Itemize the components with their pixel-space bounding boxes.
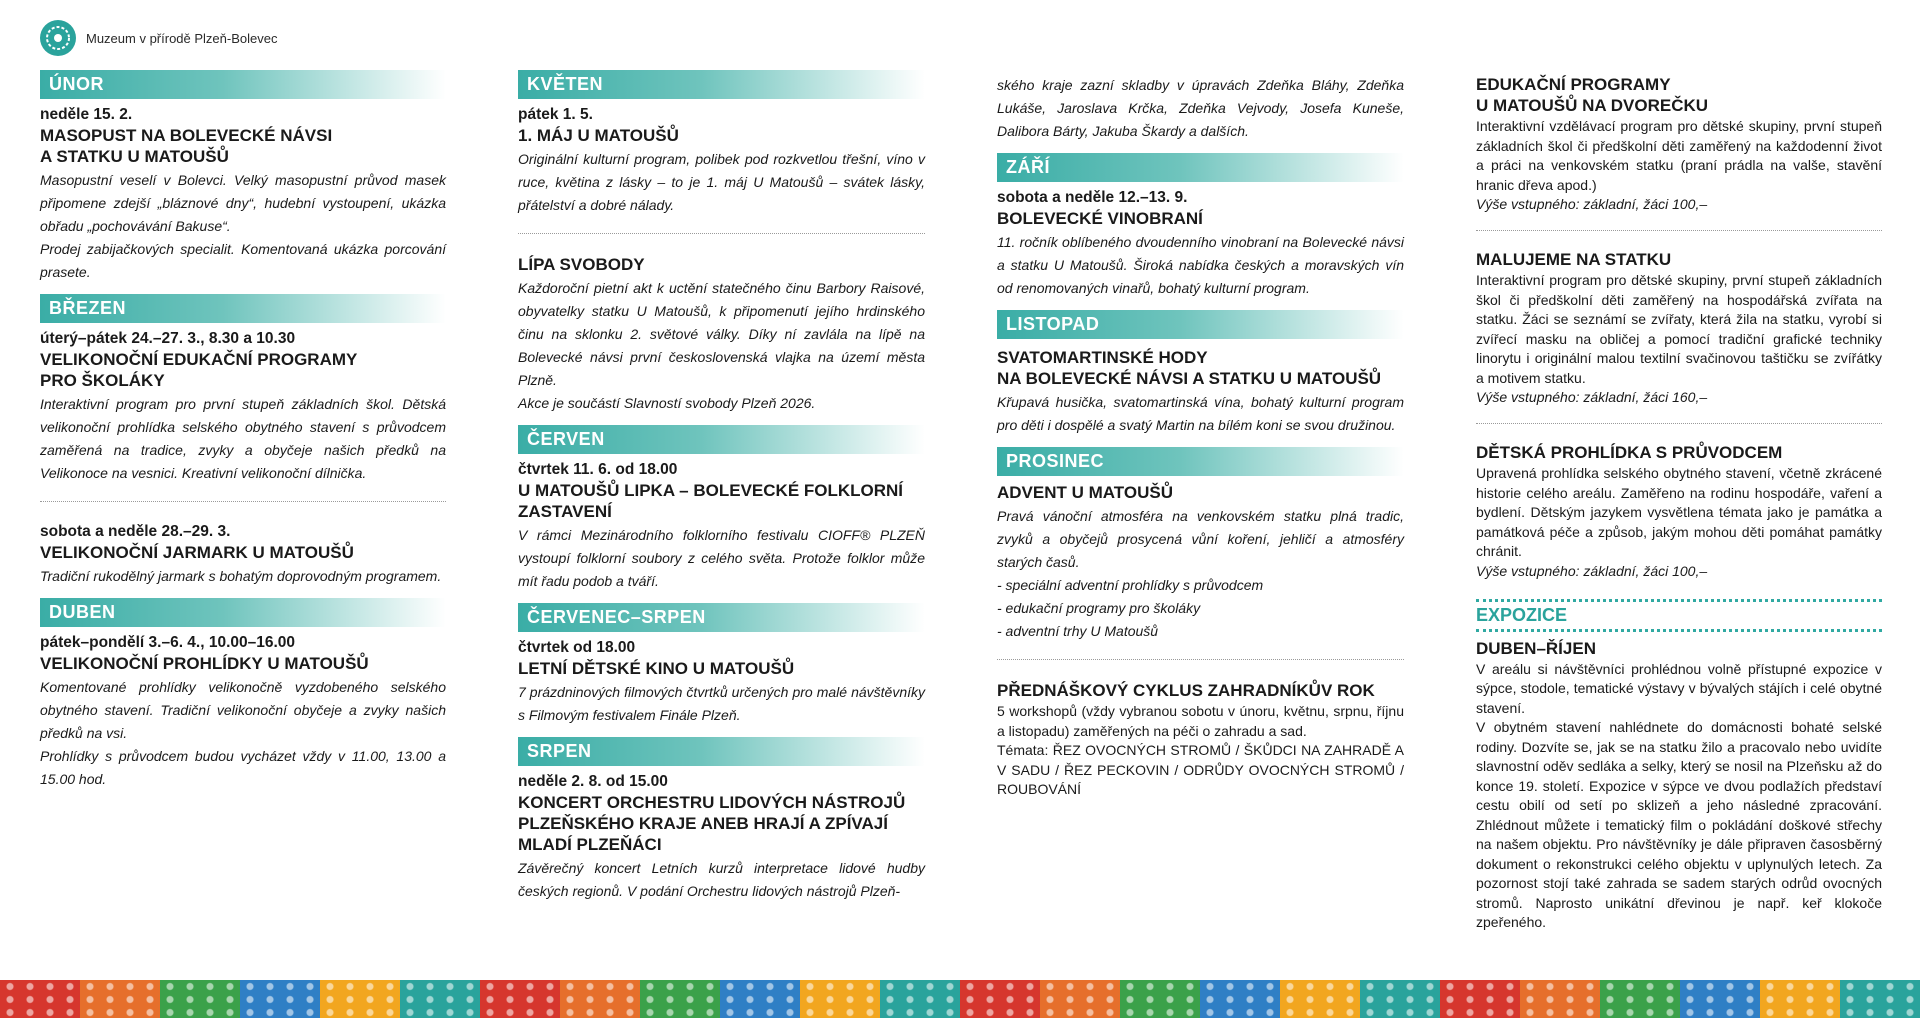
program-title: U MATOUŠŮ NA DVOREČKU: [1476, 96, 1709, 115]
event-date: pátek–pondělí 3.–6. 4., 10.00–16.00: [40, 634, 296, 651]
event-title: VELIKONOČNÍ PROHLÍDKY U MATOUŠŮ: [40, 654, 369, 673]
month-heading: ČERVENEC–SRPEN: [518, 603, 925, 632]
desc-text: Masopustní veselí v Bolevci. Velký masopustní průvod masek připomene zdejší „bláznové dny“, hudební vystoupení, ukázka obřadu „pochovávání Bakuse“.: [40, 172, 446, 234]
event-description: [40, 169, 446, 284]
program-price: Výše vstupného: základní, žáci 100,–: [1476, 562, 1708, 579]
desc-text: Prohlídky s průvodcem budou vycházet vždy v 11.00, 13.00 a 15.00 hod.: [40, 748, 446, 787]
list-item: - speciální adventní prohlídky s průvodcem: [997, 577, 1264, 593]
month-heading: ZÁŘÍ: [997, 153, 1404, 182]
desc-text: Komentované prohlídky velikonočně vyzdobeného selského obytného stavení. Tradiční velikonoční obyčeje a zvyky našich předků na vsi.: [40, 679, 446, 741]
list-item: - edukační programy pro školáky: [997, 600, 1201, 616]
event-title: ZASTAVENÍ: [518, 502, 612, 521]
column-4: [1476, 74, 1882, 933]
decorative-footer-pattern: [0, 980, 1920, 1018]
program-description: Interaktivní program pro dětské skupiny, první stupeň základních škol či předškolní děti zaměřený na hospodářská zvířata na statku. Žáci se seznámí se zvířaty, která žila na statku, vyrobí si zvířecí masku na obličej a pomocí tradiční grafické techniky linorytu i originální malou textilní svačinovou taštičku se zvířátky a motivem statku.: [1476, 272, 1882, 386]
museum-logo-icon: [38, 18, 78, 58]
desc-text: 5 workshopů (vždy vybranou sobotu v únoru, květnu, srpnu, říjnu a listopadu) zaměřených na péči o zahradu a sad.: [997, 703, 1404, 739]
event-title: KONCERT ORCHESTRU LIDOVÝCH NÁSTROJŮ: [518, 793, 906, 812]
event-description: [518, 277, 925, 415]
list-item: - adventní trhy U Matoušů: [997, 623, 1159, 639]
month-heading: ÚNOR: [40, 70, 446, 99]
event-title: BOLEVECKÉ VINOBRANÍ: [997, 209, 1203, 228]
event-title: A STATKU U MATOUŠŮ: [40, 147, 229, 166]
month-heading: PROSINEC: [997, 447, 1404, 476]
program-description: Interaktivní vzdělávací program pro dětské skupiny, první stupeň základních škol či předškolní děti zaměřený na každodenní život a práci na venkovském statku (praní prádla na valše, stavění hranic dřeva apod.): [1476, 118, 1882, 193]
event-title: VELIKONOČNÍ EDUKAČNÍ PROGRAMY: [40, 350, 358, 369]
event-description: Tradiční rukodělný jarmark s bohatým doprovodným programem.: [40, 568, 442, 584]
desc-text: Každoroční pietní akt k uctění statečného činu Barbory Raisové, obyvatelky statku U Matoušů, k připomenutí jejího hrdinského činu na sklonku 2. světové války. Díky ní zavlála na lípě na Bolevecké návsi první československá vlajka na území města Plzně.: [518, 280, 925, 388]
event-title: PRO ŠKOLÁKY: [40, 371, 165, 390]
program-title: EDUKAČNÍ PROGRAMY: [1476, 75, 1671, 94]
column-1: [40, 70, 446, 797]
event-title: MLADÍ PLZEŇÁCI: [518, 835, 662, 854]
dotted-separator: [997, 659, 1404, 660]
event-date: čtvrtek 11. 6. od 18.00: [518, 461, 678, 478]
event-title: MASOPUST NA BOLEVECKÉ NÁVSI: [40, 126, 333, 145]
event-date: sobota a neděle 12.–13. 9.: [997, 189, 1188, 206]
desc-text: Pravá vánoční atmosféra na venkovském statku plná tradic, zvyků a obyčejů prosycená vůní koření, jehličí a atmosféry starých časů.: [997, 508, 1404, 570]
event-date: čtvrtek od 18.00: [518, 639, 636, 656]
month-heading: SRPEN: [518, 737, 925, 766]
event-description: Závěrečný koncert Letních kurzů interpretace lidové hudby českých regionů. V podání Orchestru lidových nástrojů Plzeň-: [518, 860, 925, 899]
event-title: ADVENT U MATOUŠŮ: [997, 483, 1173, 502]
dotted-separator: [40, 501, 446, 502]
exhibition-heading: EXPOZICE: [1476, 599, 1882, 632]
program-title: MALUJEME NA STATKU: [1476, 250, 1672, 269]
event-title: LETNÍ DĚTSKÉ KINO U MATOUŠŮ: [518, 659, 795, 678]
event-description: V rámci Mezinárodního folklorního festivalu CIOFF® PLZEŇ vystoupí folklorní soubory z celého světa. Protože folklor může mít řadu podob a tváří.: [518, 527, 925, 589]
event-description: Originální kulturní program, polibek pod rozkvetlou třešní, víno v ruce, květina z lásky – to je 1. máj U Matoušů – svátek lásky, přátelství a dobré nálady.: [518, 151, 925, 213]
program-title: DĚTSKÁ PROHLÍDKA S PRŮVODCEM: [1476, 443, 1783, 462]
event-description: [997, 505, 1404, 643]
exhibition-description: [1476, 660, 1882, 933]
event-title: 1. MÁJ U MATOUŠŮ: [518, 126, 679, 145]
desc-text: V areálu si návštěvníci prohlédnou volně přístupné expozice v sýpce, stodole, tematické výstavy v bývalých stájích i celé obytné stavení.: [1476, 660, 1882, 716]
column-2: [518, 70, 925, 909]
org-name: Muzeum v přírodě Plzeň-Bolevec: [86, 30, 278, 46]
desc-text: Témata: ŘEZ OVOCNÝCH STROMŮ / ŠKŮDCI NA ZAHRADĚ A V SADU / ŘEZ PECKOVIN / ODRŮDY OVOCNÝCH STROMŮ / ROUBOVÁNÍ: [997, 742, 1404, 797]
event-date: sobota a neděle 28.–29. 3.: [40, 523, 231, 540]
event-description: 7 prázdninových filmových čtvrtků určených pro malé návštěvníky s Filmovým festivalem Finále Plzeň.: [518, 684, 925, 723]
event-description-continued: ského kraje zazní skladby v úpravách Zdeňka Bláhy, Zdeňka Lukáše, Jaroslava Krčka, Zdeňka Vejvody, Josefa Kuneše, Dalibora Bárty, Jakuba Škardy a dalších.: [997, 77, 1404, 139]
event-title: SVATOMARTINSKÉ HODY: [997, 348, 1208, 367]
event-date: neděle 15. 2.: [40, 106, 133, 123]
program-price: Výše vstupného: základní, žáci 100,–: [1476, 196, 1708, 212]
event-title: PŘEDNÁŠKOVÝ CYKLUS ZAHRADNÍKŮV ROK: [997, 681, 1375, 700]
month-heading: KVĚTEN: [518, 70, 925, 99]
header-logo: [38, 18, 277, 58]
month-heading: DUBEN: [40, 598, 446, 627]
event-title: U MATOUŠŮ LIPKA – BOLEVECKÉ FOLKLORNÍ: [518, 481, 904, 500]
month-heading: BŘEZEN: [40, 294, 446, 323]
exhibition-period: DUBEN–ŘÍJEN: [1476, 638, 1596, 658]
desc-text: Prodej zabijačkových specialit. Komentovaná ukázka porcování prasete.: [40, 241, 446, 280]
program-price: Výše vstupného: základní, žáci 160,–: [1476, 389, 1708, 405]
event-date: pátek 1. 5.: [518, 106, 593, 123]
desc-text: Akce je součástí Slavností svobody Plzeň 2026.: [518, 395, 816, 411]
dotted-separator: [1476, 230, 1882, 231]
event-description: Křupavá husička, svatomartinská vína, bohatý kulturní program pro děti i dospělé a svatý Martin na bílém koni se svou družinou.: [997, 394, 1404, 433]
program-description: Upravená prohlídka selského obytného stavení, včetně zkrácené historie celého areálu. Zaměřeno na rodinu hospodáře, vaření a bydlení. Dětským jazykem vysvětlena témata jako je památka a památková péče a způsob, jakým mohou děti pomáhat památky chránit.: [1476, 465, 1882, 559]
event-title: PLZEŇSKÉHO KRAJE ANEB HRAJÍ A ZPÍVAJÍ: [518, 814, 888, 833]
event-date: úterý–pátek 24.–27. 3., 8.30 a 10.30: [40, 330, 296, 347]
event-description: Interaktivní program pro první stupeň základních škol. Dětská velikonoční prohlídka selského obytného stavení s průvodcem zaměřená na tradice, zvyky a obyčeje našich předků na Velikonoce na vesnici. Kreativní velikonoční dílnička.: [40, 396, 446, 481]
desc-text: V obytném stavení nahlédnete do domácnosti bohaté selské rodiny. Dozvíte se, jak se na statku žilo a pracovalo nebo uvidíte slavnostní oděv sedláka a selky, který se nosil na Plzeňsku až do konce 19. století. Expozice v sýpce ve dvou podlažích představí cestu obilí od setí po sklizeň a jeho následné zpracování. Zhlédnout můžete i tematický film o pokládání doškové střechy na našem objektu. Pro návštěvníky je dále připraven časosběrný dokument o rekonstrukci celého objektu v uplynulých letech. Za pozornost stojí také zahrada se sadem starých odrůd ovocných stromů. Naprosto unikátní dřevinou je např. keř klokoče zpeřeného.: [1476, 719, 1882, 930]
event-title: NA BOLEVECKÉ NÁVSI A STATKU U MATOUŠŮ: [997, 369, 1382, 388]
event-description: [997, 702, 1404, 800]
event-description: 11. ročník oblíbeného dvoudenního vinobraní na Bolevecké návsi a statku U Matoušů. Široká nabídka českých a moravských vín od renomovaných vinařů, bohatý kulturní program.: [997, 234, 1404, 296]
event-title: LÍPA SVOBODY: [518, 255, 645, 274]
column-3: [997, 74, 1404, 800]
dotted-separator: [1476, 423, 1882, 424]
event-description: [40, 676, 446, 791]
event-title: VELIKONOČNÍ JARMARK U MATOUŠŮ: [40, 543, 354, 562]
dotted-separator: [518, 233, 925, 234]
event-date: neděle 2. 8. od 15.00: [518, 773, 668, 790]
month-heading: ČERVEN: [518, 425, 925, 454]
month-heading: LISTOPAD: [997, 310, 1404, 339]
